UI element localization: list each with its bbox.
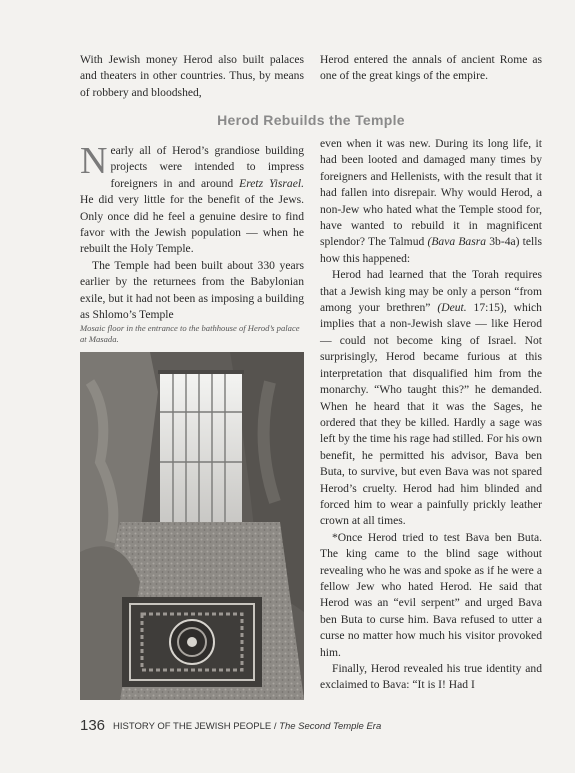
right-paragraph-2 xyxy=(320,267,542,530)
running-subtitle: The Second Temple Era xyxy=(279,721,382,732)
page-number: 136 xyxy=(80,717,106,734)
left-p1-text-end: He did very little for the benefit of the Jews. Only once did he feel a genuine desire to find favor with the Jewish population — when he rebuilt the Holy Temple. xyxy=(80,193,304,256)
mosaic-photo-image xyxy=(80,352,304,700)
drop-cap: N xyxy=(80,140,108,182)
left-p1-italic: Eretz Yisrael. xyxy=(239,176,304,190)
right-p2-text-end: 17:15), which implies that a non-Jewish slave — like Herod — could not become king of Israel. Not surprisingly, Herod became furious at this interpretation that disqualified him from the monarchy. “Who taught this?” he demanded. When he heard that it was the Sages, he ordered that they be killed. Hardly a sage was left by the time his rage had stilled. For his own benefit, he permitted his advisor, Bava ben Buta, to survive, but even Bava was not spared Herod’s cruelty. Herod had him blinded and forced him to wear a painfully prickly leather crown at all times. xyxy=(320,301,542,528)
mosaic-photo xyxy=(80,352,304,700)
top-right-paragraph: Herod entered the annals of ancient Rome as one of the great kings of the empire. xyxy=(320,53,542,83)
right-p2-italic: (Deut. xyxy=(437,301,467,315)
right-p2-text: Herod had learned that the Torah requires that a Jewish king may be only a person “from among your brethren” xyxy=(320,268,542,315)
left-paragraph-1 xyxy=(80,140,304,258)
top-right-text xyxy=(320,52,542,85)
section-heading: Herod Rebuilds the Temple xyxy=(217,112,405,128)
right-p1-text-end: 3b-4a) tells how this happened: xyxy=(320,235,543,265)
running-title: HISTORY OF THE JEWISH PEOPLE / xyxy=(113,721,280,732)
right-column xyxy=(320,136,542,694)
page-footer xyxy=(80,717,550,734)
top-left-text xyxy=(80,52,304,101)
photo-caption: Mosaic floor in the entrance to the bathhouse of Herod’s palace at Masada. xyxy=(80,323,300,344)
left-paragraph-2: The Temple had been built about 330 years earlier by the returnees from the Babylonian exile, but it had not been as imposing a building as Shlomo’s Temple xyxy=(80,258,304,322)
left-column xyxy=(80,140,304,323)
top-left-paragraph: With Jewish money Herod also built palaces and theaters in other countries. Thus, by means of robbery and bloodshed, xyxy=(80,53,304,99)
right-paragraph-4: Finally, Herod revealed his true identity and exclaimed to Bava: “It is I! Had I xyxy=(320,662,542,692)
right-p1-text: even when it was new. During its long life, it had been looted and damaged many times by foreigners and Hellenists, with the result that it had fallen into disrepair. Why would Herod, a non-Jew who hated what the Temple stood for, have wanted to rebuild it in magnificent splendor? The Talmud xyxy=(320,137,542,249)
right-p1-italic: (Bava Basra xyxy=(427,235,487,249)
right-paragraph-1 xyxy=(320,136,542,267)
left-p1-text: early all of Herod’s grandiose building projects were intended to impress foreigners in and around xyxy=(110,144,304,190)
right-paragraph-3: *Once Herod tried to test Bava ben Buta. The king came to the blind sage without revealing who he was and spoke as if he were a fellow Jew who hated Herod. He said that Herod was an “evil serpent” and urged Bava ben Buta to curse him. Bava refused to utter a curse no matter how much his visitor provoked him. xyxy=(320,530,542,659)
